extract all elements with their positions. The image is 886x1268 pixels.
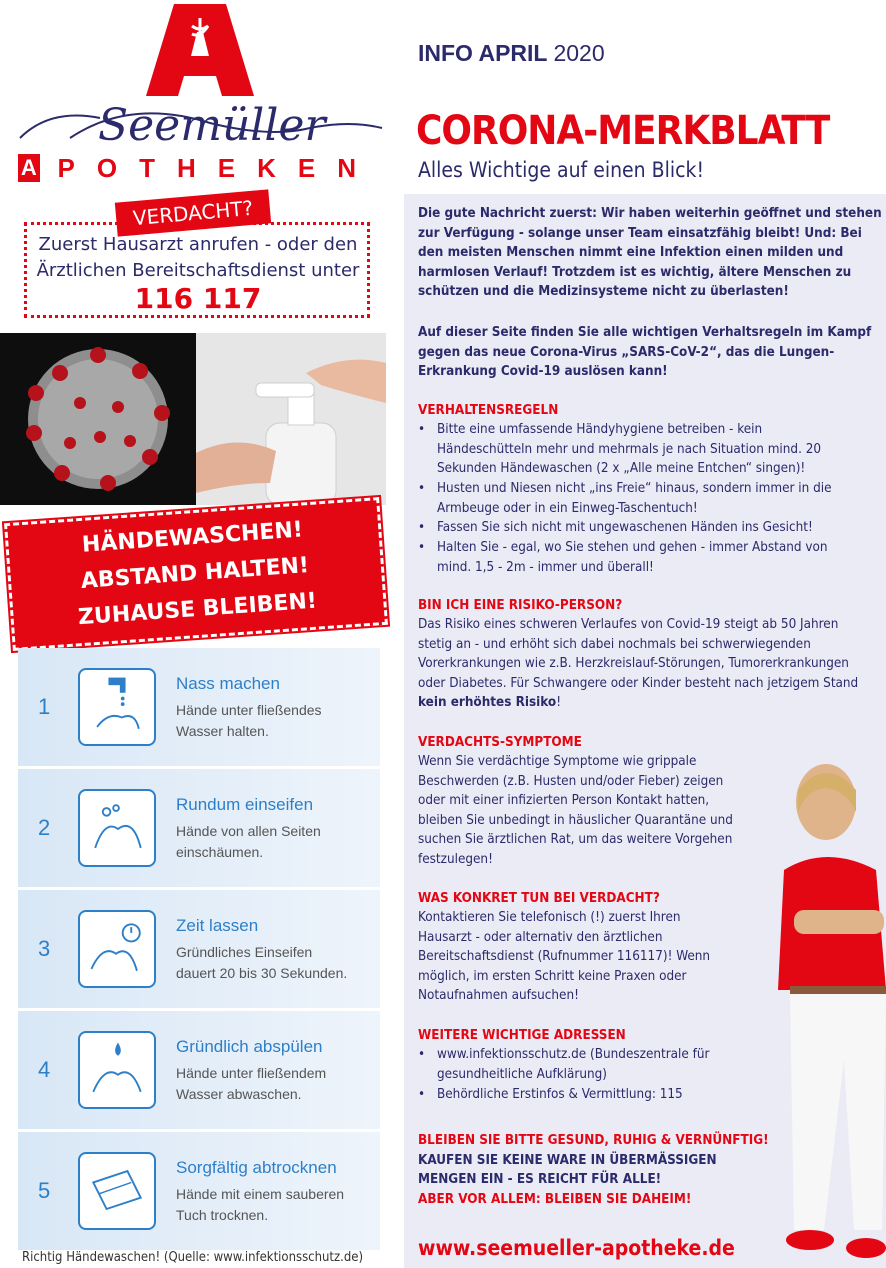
rinse-hands-icon — [78, 1031, 156, 1109]
step-description: Hände von allen Seiten einschäumen. — [176, 823, 321, 860]
handwash-caption: Richtig Händewaschen! (Quelle: www.infektionsschutz.de) — [22, 1250, 364, 1265]
suspicion-line-1: Zuerst Hausarzt anrufen - oder den — [38, 234, 358, 255]
suspicion-tag: VERDACHT? — [115, 189, 271, 236]
symptoms-heading: VERDACHTS-SYMPTOME — [418, 735, 582, 750]
step-number: 1 — [38, 694, 51, 719]
info-year: 2020 — [553, 40, 605, 66]
symptoms-text: Wenn Sie verdächtige Symptome wie grippale Beschwerden (z.B. Husten und/oder Fieber) zeigen oder mit einer infizierten Person Kontakt hatten, bleiben Sie unbedingt in häuslicher Quarantäne und suchen Sie ärztlichen Rat, um das weitere Vorgehen festzulegen! — [418, 754, 733, 867]
address-item-1: • www.infektionsschutz.de (Bundeszentrale für gesundheitliche Aufklärung) — [418, 1045, 709, 1084]
pharmacist-photo — [754, 760, 886, 1268]
step-description: Gründliches Einseifen dauert 20 bis 30 Sekunden. — [176, 944, 348, 981]
slogan-line-1: HÄNDEWASCHEN! — [81, 517, 304, 558]
closing-message: BLEIBEN SIE BITTE GESUND, RUHIG & VERNÜNFTIG! KAUFEN SIE KEINE WARE IN ÜBERMÄSSIGEN MENGEN EIN - ES REICHT FÜR ALLE! ABER VOR ALLEM: BLEIBEN SIE DAHEIM! — [418, 1133, 769, 1207]
step-title: Sorgfältig abtrocknen — [176, 1158, 337, 1177]
risk-heading: BIN ICH EINE RISIKO-PERSON? — [418, 598, 623, 613]
rules-item-2: • Husten und Niesen nicht „ins Freie“ hinaus, sondern immer in die Armbeuge oder in ein Einweg-Taschentuch! — [418, 479, 832, 518]
step-description: Hände mit einem sauberen Tuch trocknen. — [176, 1186, 345, 1223]
timer-hands-icon — [78, 910, 156, 988]
step-description: Hände unter fließendem Wasser abwaschen. — [176, 1065, 327, 1102]
step-title: Gründlich abspülen — [176, 1037, 323, 1056]
svg-text:Seemüller: Seemüller — [98, 100, 326, 151]
address-item-2: • Behördliche Erstinfos & Vermittlung: 115 — [418, 1085, 683, 1105]
step-number: 2 — [38, 815, 51, 840]
step-number: 3 — [38, 936, 51, 961]
step-5 — [18, 1132, 380, 1250]
step-2 — [18, 769, 380, 887]
info-date — [418, 40, 605, 67]
logo-box-letter: A — [18, 154, 40, 182]
addresses-heading: WEITERE WICHTIGE ADRESSEN — [418, 1028, 626, 1043]
slogan-line-3: ZUHAUSE BLEIBEN! — [77, 588, 318, 631]
rules-item-4: • Halten Sie - egal, wo Sie stehen und gehen - immer Abstand von mind. 1,5 - 2m - immer und überall! — [418, 538, 827, 577]
slogan-line-2: ABSTAND HALTEN! — [80, 553, 310, 594]
emergency-number: 116 117 — [134, 282, 262, 315]
step-1 — [18, 648, 380, 766]
soap-hands-icon — [78, 789, 156, 867]
step-number: 4 — [38, 1057, 51, 1082]
step-description: Hände unter fließendes Wasser halten. — [176, 702, 322, 739]
step-number: 5 — [38, 1178, 51, 1203]
risk-text: Das Risiko eines schweren Verlaufes von Covid-19 steigt ab 50 Jahren stetig an - und erhöht sich dabei nochmals bei schwerwiegenden Vorerkrankungen wie z.B. Herzkreislauf-Störungen, Tumorerkrankungen oder Diabetes. Für Schwangere oder Kinder besteht nach jetzigem Stand kein erhöhtes Risiko! — [418, 617, 859, 710]
step-4 — [18, 1011, 380, 1129]
handwash-steps — [18, 648, 380, 1250]
logo-word-rest: POTHEKEN — [57, 152, 378, 183]
logo-wordmark — [18, 152, 378, 184]
page-title: CORONA-MERKBLATT — [416, 108, 830, 154]
intro-paragraph-2: Auf dieser Seite finden Sie alle wichtigen Verhaltsregeln im Kampf gegen das neue Corona-Virus „SARS-CoV-2“, das die Lungen- Erkrankung Covid-19 auslösen kann! — [418, 325, 872, 379]
step-title: Rundum einseifen — [176, 795, 314, 814]
step-3 — [18, 890, 380, 1008]
step-title: Zeit lassen — [176, 916, 259, 935]
faucet-hands-icon — [78, 668, 156, 746]
info-label: INFO APRIL — [418, 40, 548, 66]
page-subtitle: Alles Wichtige auf einen Blick! — [418, 158, 705, 182]
todo-heading: WAS KONKRET TUN BEI VERDACHT? — [418, 891, 660, 906]
soap-dispenser-image — [196, 333, 386, 505]
rules-item-1: • Bitte eine umfassende Händyhygiene betreiben - kein Händeschütteln mehr und mehrmals je nach Situation mind. 20 Sekunden Händewaschen (2 x „Alle meine Entchen“ singen)! — [418, 420, 821, 479]
rules-item-3: • Fassen Sie sich nicht mit ungewaschenen Händen ins Gesicht! — [418, 518, 813, 538]
towel-hands-icon — [78, 1152, 156, 1230]
suspicion-line-2: Ärztlichen Bereitschaftsdienst unter — [36, 260, 360, 281]
rules-heading: VERHALTENSREGELN — [418, 403, 559, 418]
virus-image — [0, 333, 196, 505]
website-url: www.seemueller-apotheke.de — [418, 1236, 735, 1260]
pharmacy-a-logo — [146, 4, 254, 96]
step-title: Nass machen — [176, 674, 280, 693]
todo-text: Kontaktieren Sie telefonisch (!) zuerst Ihren Hausarzt - oder alternativ den ärztlichen Bereitschaftsdienst (Rufnummer 116117)! Wenn möglich, im ersten Schritt keine Praxen oder Notaufnahmen aufsuchen! — [418, 910, 711, 1003]
intro-paragraph-1: Die gute Nachricht zuerst: Wir haben weiterhin geöffnet und stehen zur Verfügung - solange unser Team einsatzfähig bleibt! Und: Bei den meisten Menschen nimmt eine Infektion einen milden und harmlosen Verlauf! Trotzdem ist es wichtig, ältere Menschen zu schützen und die Medizinsysteme nicht zu überlasten! — [418, 206, 882, 299]
